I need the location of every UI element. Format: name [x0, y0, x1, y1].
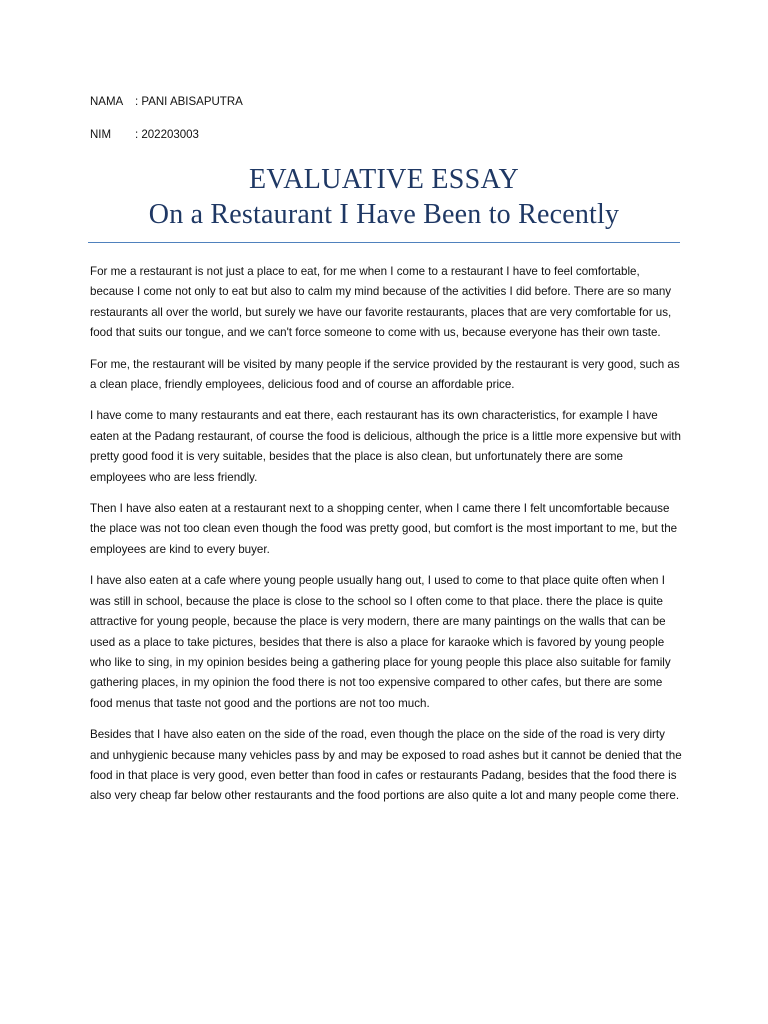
title-underline	[88, 242, 680, 243]
paragraph: I have also eaten at a cafe where young people usually hang out, I used to come to that place quite often when I was still in school, because the place is close to the school so I often come to that place. there the place is quite attractive for young people, because the place is very modern, there are many paintings on the walls that can be used as a place to take pictures, besides that there is also a place for karaoke which is favored by young people who like to sing, in my opinion besides being a gathering place for young people this place also suitable for family gathering places, in my opinion the food there is not too expensive compared to other cafes, but there are some food menus that taste not good and the portions are not too much.	[90, 574, 671, 710]
paragraph: Then I have also eaten at a restaurant next to a shopping center, when I came there I felt uncomfortable because the place was not too clean even though the food was pretty good, but comfort is the most important to me, but the employees are kind to every buyer.	[90, 502, 678, 556]
paragraph: For me a restaurant is not just a place to eat, for me when I come to a restaurant I have to feel comfortable, because I come not only to eat but also to calm my mind because of the activities I did before. There are so many restaurants all over the world, but surely we have our favorite restaurants, places that are very comfortable for us, food that suits our tongue, and we can't force someone to come with us, because everyone has their own taste.	[90, 265, 672, 340]
id-value: : 202203003	[135, 129, 199, 141]
student-id-line	[90, 129, 199, 141]
name-label: NAMA	[90, 96, 124, 108]
name-value: : PANI ABISAPUTRA	[135, 96, 243, 108]
essay-body	[90, 262, 682, 818]
essay-title	[88, 163, 680, 233]
title-line-1: EVALUATIVE ESSAY	[248, 164, 520, 195]
paragraph: I have come to many restaurants and eat there, each restaurant has its own characteristics, for example I have eaten at the Padang restaurant, of course the food is delicious, although the price is a little more expensive but with pretty good food it is very suitable, besides that the place is also clean, but unfortunately there are some employees who are less friendly.	[90, 409, 681, 484]
paragraph: Besides that I have also eaten on the side of the road, even though the place on the side of the road is very dirty and unhygienic because many vehicles pass by and may be exposed to road ashes but it cannot be denied that the food in that place is very good, even better than food in cafes or restaurants Padang, besides that the food there is also very cheap far below other restaurants and the food portions are also quite a lot and many people come there.	[90, 728, 682, 803]
title-line-2: On a Restaurant I Have Been to Recently	[148, 199, 620, 230]
id-label: NIM	[90, 129, 112, 141]
student-name-line	[90, 96, 243, 108]
paragraph: For me, the restaurant will be visited by many people if the service provided by the restaurant is very good, such as a clean place, friendly employees, delicious food and of course an affordable price.	[90, 357, 680, 392]
